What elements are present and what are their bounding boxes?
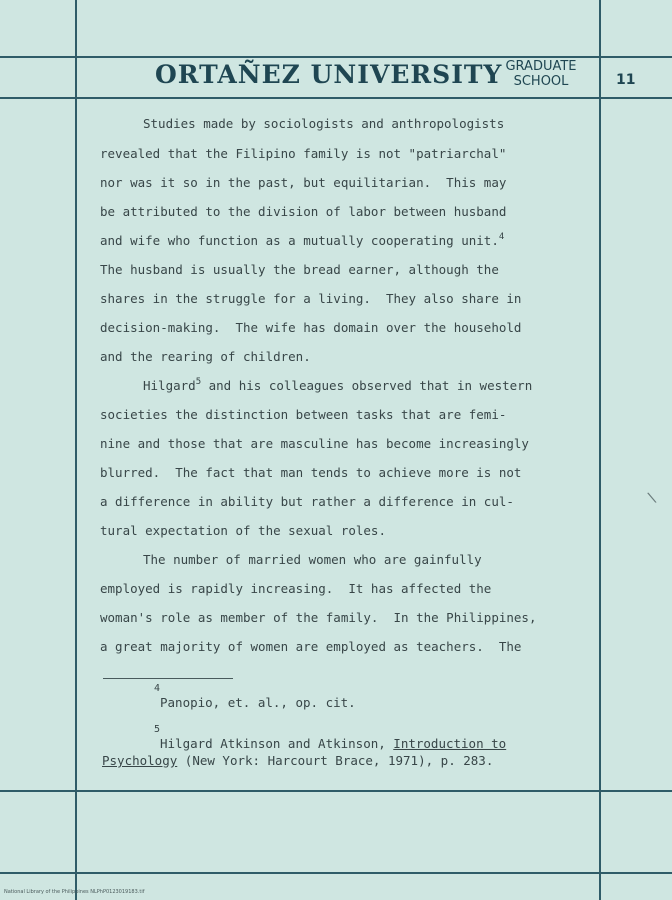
footnote-number-4: 4 (154, 683, 161, 694)
footer-rule-bottom (0, 872, 672, 874)
footnote-4: Panopio, et. al., op. cit. (160, 695, 356, 710)
body-line-text: and wife who function as a mutually cooperating unit. (100, 233, 499, 248)
body-line: employed is rapidly increasing. It has affected the (100, 581, 492, 596)
footnote-5-title: Introduction to (393, 736, 507, 751)
body-line: shares in the struggle for a living. They also share in (100, 291, 522, 306)
body-line: and the rearing of children. (100, 349, 311, 364)
pen-mark: \ (646, 489, 659, 507)
university-name: ORTAÑEZ UNIVERSITY (155, 60, 503, 89)
footnote-ref-4: 4 (498, 232, 505, 242)
body-line-text: and his colleagues observed that in western (201, 378, 533, 393)
school-label (490, 59, 592, 89)
body-line: The husband is usually the bread earner, although the (100, 262, 499, 277)
school-label-line1: GRADUATE (505, 59, 577, 74)
body-line: societies the distinction between tasks that are femi- (100, 407, 507, 422)
footnote-ref-5: 5 (195, 377, 202, 387)
body-line-text: Hilgard (143, 378, 196, 393)
body-line (143, 378, 532, 394)
body-line: tural expectation of the sexual roles. (100, 523, 386, 538)
margin-line-right (599, 0, 601, 900)
school-label-line2: SCHOOL (513, 74, 569, 89)
footnote-5-authors: Hilgard Atkinson and Atkinson, (160, 736, 394, 751)
page-number: 11 (616, 72, 636, 88)
footnote-5-publisher: (New York: Harcourt Brace, 1971), p. 283. (177, 753, 494, 768)
body-line: nor was it so in the past, but equilitarian. This may (100, 175, 507, 190)
footnote-number-5: 5 (154, 724, 161, 735)
archive-footer: National Library of the Philippines NLPhP0123019183.tif (4, 889, 145, 895)
body-line: a great majority of women are employed as teachers. The (100, 639, 522, 654)
body-line: Studies made by sociologists and anthropologists (143, 116, 505, 131)
body-line: decision-making. The wife has domain over the household (100, 320, 522, 335)
body-line: a difference in ability but rather a difference in cul- (100, 494, 514, 509)
body-line: blurred. The fact that man tends to achieve more is not (100, 465, 522, 480)
body-line: The number of married women who are gainfully (143, 552, 482, 567)
margin-line-left (75, 0, 77, 900)
footnote-separator (103, 678, 233, 679)
header-rule-bottom (0, 97, 672, 99)
body-line: woman's role as member of the family. In the Philippines, (100, 610, 537, 625)
footnote-5-title-cont: Psychology (102, 753, 178, 768)
body-line: be attributed to the division of labor between husband (100, 204, 507, 219)
body-line: revealed that the Filipino family is not "patriarchal" (100, 146, 507, 161)
footer-rule-top (0, 790, 672, 792)
body-line: nine and those that are masculine has become increasingly (100, 436, 529, 451)
body-line (100, 233, 504, 249)
header-rule-top (0, 56, 672, 58)
footnote-5-line1 (160, 736, 506, 752)
footnote-5-line2 (102, 753, 493, 769)
